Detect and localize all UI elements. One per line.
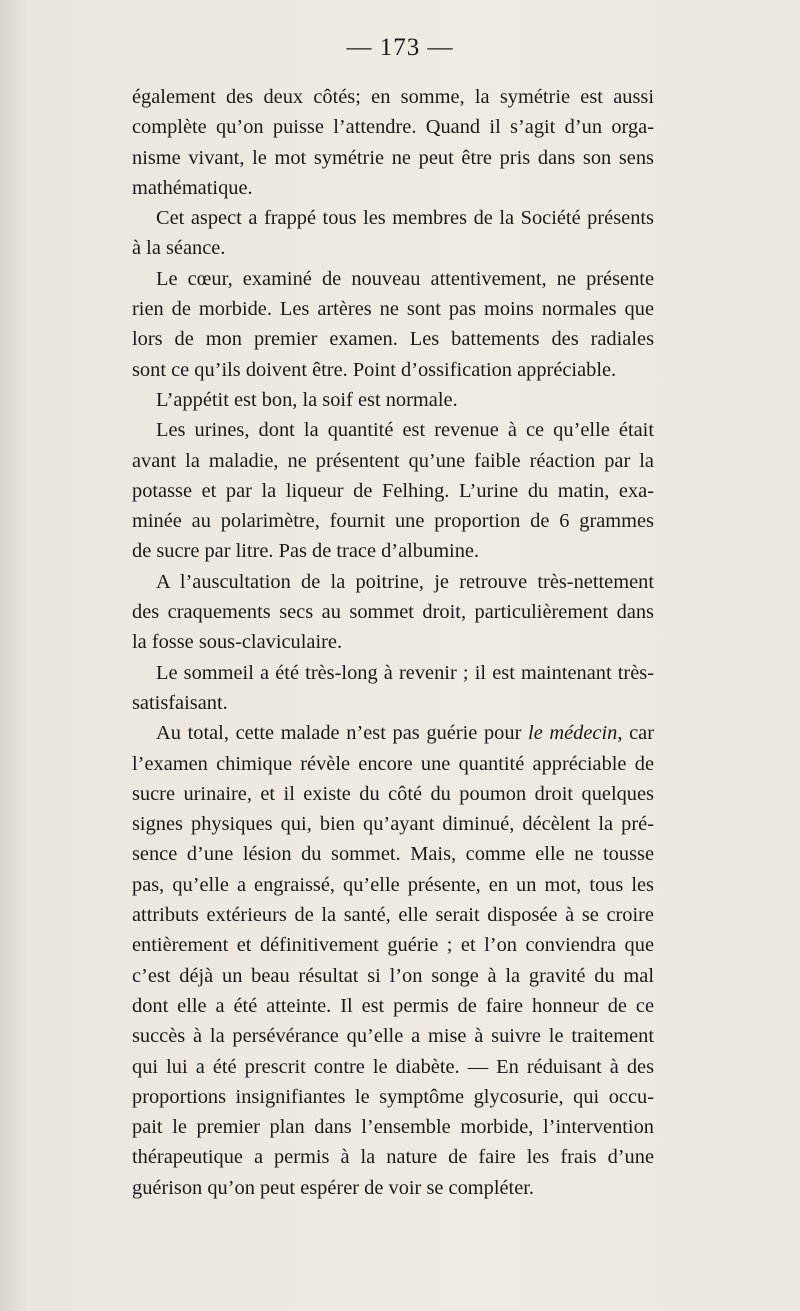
text-line: de sucre par litre. Pas de trace d’albumine. <box>132 540 480 563</box>
text-line: proportions insignifiantes le symptôme glycosurie, qui occu- <box>132 1085 654 1108</box>
text-line: Les urines, dont la quantité est revenue à ce qu’elle était <box>156 419 654 442</box>
text-line: complète qu’on puisse l’attendre. Quand il s’agit d’un orga- <box>132 116 654 139</box>
text-line: Cet aspect a frappé tous les membres de la Société présents <box>156 207 654 230</box>
text-line: sont ce qu’ils doivent être. Point d’ossification appréciable. <box>132 358 617 381</box>
text-line: potasse et par la liqueur de Felhing. L’urine du matin, exa- <box>132 479 654 502</box>
text-line: mathématique. <box>132 176 253 199</box>
text-line: également des deux côtés; en somme, la symétrie est aussi <box>132 86 654 108</box>
text-line <box>132 718 654 748</box>
text-line: pait le premier plan dans l’ensemble morbide, l’intervention <box>132 1116 654 1139</box>
text-line: Le sommeil a été très-long à revenir ; il est maintenant très- <box>156 661 654 684</box>
text-line: c’est déjà un beau résultat si l’on songe à la gravité du mal <box>132 964 654 987</box>
text-line: la fosse sous-claviculaire. <box>132 631 343 654</box>
text-line: sence d’une lésion du sommet. Mais, comme elle ne tousse <box>132 843 654 866</box>
text-line: attributs extérieurs de la santé, elle serait disposée à se croire <box>132 904 654 927</box>
text-line: succès à la persévérance qu’elle a mise à suivre le traitement <box>132 1025 654 1048</box>
text-line: dont elle a été atteinte. Il est permis de faire honneur de ce <box>132 994 654 1017</box>
text-line: à la séance. <box>132 237 226 260</box>
text-line: qui lui a été prescrit contre le diabète. — En réduisant à des <box>132 1055 654 1078</box>
text-line: guérison qu’on peut espérer de voir se compléter. <box>132 1176 535 1199</box>
text-line: des craquements secs au sommet droit, particulièrement dans <box>132 601 654 624</box>
text-line: pas, qu’elle a engraissé, qu’elle présente, en un mot, tous les <box>132 873 654 896</box>
text-line: sucre urinaire, et il existe du côté du poumon droit quelques <box>132 782 654 805</box>
text-line: l’examen chimique révèle encore une quantité appréciable de <box>132 752 654 775</box>
text-line: rien de morbide. Les artères ne sont pas moins normales que <box>132 298 654 321</box>
text-line: lors de mon premier examen. Les battements des radiales <box>132 328 654 351</box>
text-line: avant la maladie, ne présentent qu’une faible réaction par la <box>132 449 654 472</box>
text-line: entièrement et définitivement guérie ; et l’on conviendra que <box>132 934 654 957</box>
text-line: thérapeutique a permis à la nature de faire les frais d’une <box>132 1146 654 1169</box>
text-line: A l’auscultation de la poitrine, je retrouve très-nettement <box>156 570 654 593</box>
text-run: Au total, cette malade n’est pas guérie pour <box>156 722 529 745</box>
text-line: nisme vivant, le mot symétrie ne peut être pris dans son sens <box>132 146 654 169</box>
text-line: L’appétit est bon, la soif est normale. <box>156 388 458 411</box>
body-text <box>132 82 654 1203</box>
text-line: satisfaisant. <box>132 691 228 714</box>
text-line: signes physiques qui, bien qu’ayant diminué, décèlent la pré- <box>132 813 654 836</box>
italic-run: le médecin <box>528 722 618 745</box>
text-run: , car <box>617 722 654 745</box>
text-line: Le cœur, examiné de nouveau attentivement, ne présente <box>156 267 654 290</box>
text-line: minée au polarimètre, fournit une proportion de 6 grammes <box>132 510 654 533</box>
page-number: — 173 — <box>346 34 454 61</box>
